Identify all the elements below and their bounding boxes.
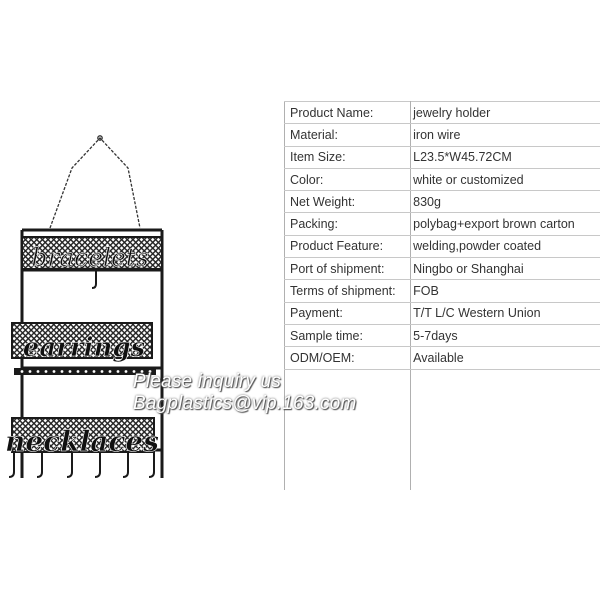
spec-row (285, 302, 600, 324)
spec-label: Packing: (285, 213, 411, 235)
hanging-chain (50, 136, 140, 228)
spec-row (285, 124, 600, 146)
bracelets-sign: bracelets (31, 243, 149, 272)
jewelry-holder-image (0, 100, 180, 500)
spec-row (285, 146, 600, 168)
spec-value: FOB (411, 280, 600, 302)
spec-label: Terms of shipment: (285, 280, 411, 302)
spec-label: Material: (285, 124, 411, 146)
spec-value: polybag+export brown carton (411, 213, 600, 235)
spec-label: Port of shipment: (285, 258, 411, 280)
spec-row (285, 213, 600, 235)
spec-label: Sample time: (285, 324, 411, 346)
spec-value: jewelry holder (411, 102, 600, 124)
spec-row (285, 168, 600, 190)
necklaces-sign: necklaces (4, 425, 160, 458)
spec-value: Ningbo or Shanghai (411, 258, 600, 280)
spec-label: Net Weight: (285, 191, 411, 213)
spec-row (285, 258, 600, 280)
spec-row (285, 191, 600, 213)
spec-label: Product Name: (285, 102, 411, 124)
spec-label: Product Feature: (285, 235, 411, 257)
spec-value: T/T L/C Western Union (411, 302, 600, 324)
spec-label: Payment: (285, 302, 411, 324)
spec-value: white or customized (411, 168, 600, 190)
spec-label: Item Size: (285, 146, 411, 168)
earrings-sign: earrings (22, 333, 146, 363)
spec-value: iron wire (411, 124, 600, 146)
spec-table (284, 101, 600, 490)
spec-row (285, 347, 600, 369)
spec-value: welding,powder coated (411, 235, 600, 257)
spec-value: L23.5*W45.72CM (411, 146, 600, 168)
watermark-inquiry: Please inquiry us (133, 371, 282, 392)
spec-row (285, 235, 600, 257)
spec-row (285, 102, 600, 124)
spec-row (285, 280, 600, 302)
spec-value: 830g (411, 191, 600, 213)
spec-label: ODM/OEM: (285, 347, 411, 369)
spec-row (285, 324, 600, 346)
spec-value: Available (411, 347, 600, 369)
spec-value: 5-7days (411, 324, 600, 346)
watermark (133, 371, 357, 415)
watermark-email: Bagplastics@vip.163.com (133, 393, 357, 414)
spec-label: Color: (285, 168, 411, 190)
